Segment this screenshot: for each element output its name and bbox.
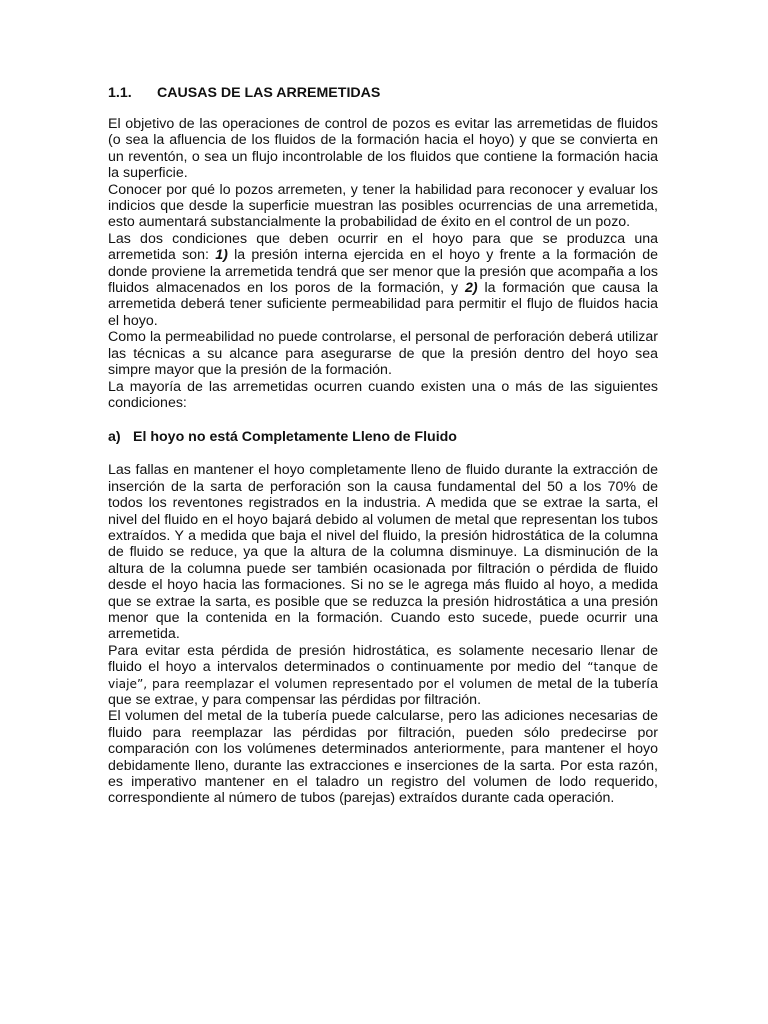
condition-marker-1: 1) bbox=[215, 247, 228, 264]
paragraph-mayoria: La mayoría de las arremetidas ocurren cuando existen una o más de las siguientes condiciones: bbox=[108, 378, 658, 411]
section-heading bbox=[108, 84, 658, 102]
condition-marker-2: 2) bbox=[465, 280, 478, 297]
paragraph-evitar-part-b: “tanque de viaje”, para reemplazar el volumen representado por el volumen de bbox=[108, 660, 658, 691]
paragraph-volumen-metal: El volumen del metal de la tubería puede calcularse, pero las adiciones necesarias de fluido para reemplazar las pérdidas por filtración, pueden sólo predecirse por comparación con los volúmenes determinados anteriormente, para mantener el hoyo debidamente lleno, durante las extracciones e inserciones de la sarta. Por esta razón, es imperativo mantener en el taladro un registro del volumen de lodo requerido, correspondiente al número de tubos (parejas) extraídos durante cada operación. bbox=[108, 708, 658, 807]
paragraph-evitar-part-a: Para evitar esta pérdida de presión hidrostática, es solamente necesario llenar de fluido el hoyo a intervalos determinados o continuamente por medio del bbox=[108, 642, 658, 676]
document-page bbox=[108, 84, 658, 807]
paragraph-condiciones-part-b: la presión interna ejercida en el hoyo y frente a la formación de donde proviene la arremetida tendrá que ser menor que la presión que acompaña a los fluidos almacenados en los poros de la formación, y bbox=[108, 247, 658, 297]
subsection-title: El hoyo no está Completamente Lleno de Fluido bbox=[133, 429, 457, 446]
paragraph-indicios: Conocer por qué lo pozos arremeten, y tener la habilidad para reconocer y evaluar los indicios que desde la superficie muestran las posibles ocurrencias de una arremetida, esto aumentará substancialmente la probabilidad de éxito en el control de un pozo. bbox=[108, 181, 658, 231]
section-title: CAUSAS DE LAS ARREMETIDAS bbox=[157, 85, 381, 101]
paragraph-condiciones bbox=[108, 231, 658, 329]
subsection-label: a) bbox=[108, 429, 121, 446]
paragraph-condiciones-part-c: la formación que causa la arremetida deberá tener suficiente permeabilidad para permitir el flujo de fluidos hacia el hoyo. bbox=[108, 280, 658, 329]
paragraph-permeabilidad: Como la permeabilidad no puede controlarse, el personal de perforación deberá utilizar las técnicas a su alcance para asegurarse de que la presión dentro del hoyo sea simpre mayor que la presión de la formación. bbox=[108, 329, 658, 379]
section-number: 1.1. bbox=[108, 85, 132, 101]
paragraph-condiciones-part-a: Las dos condiciones que deben ocurrir en el hoyo para que se produzca una arremetida son: bbox=[108, 230, 658, 264]
paragraph-evitar-perdida bbox=[108, 643, 658, 709]
paragraph-evitar-part-c: metal de la tubería que se extrae, y para compensar las pérdidas por filtración. bbox=[108, 675, 659, 708]
paragraph-fallas: Las fallas en mantener el hoyo completamente lleno de fluido durante la extracción de inserción de la sarta de perforación son la causa fundamental del 50 a los 70% de todos los reventones registrados en la industria. A medida que se extrae la sarta, el nivel del fluido en el hoyo bajará debido al volumen de metal que representan los tubos extraídos. Y a medida que baja el nivel del fluido, la presión hidrostática de la columna de fluido se reduce, ya que la altura de la columna disminuye. La disminución de la altura de la columna puede ser también ocasionada por filtración o pérdida de fluido desde el hoyo hacia las formaciones. Si no se le agrega más fluido al hoyo, a medida que se extrae la sarta, es posible que se reduzca la presión hidrostática a una presión menor que la contenida en la formación. Cuando esto sucede, puede ocurrir una arremetida. bbox=[108, 462, 658, 643]
paragraph-objective: El objetivo de las operaciones de control de pozos es evitar las arremetidas de fluidos (o sea la afluencia de los fluidos de la formación hacia el hoyo) y que se convierta en un reventón, o sea un flujo incontrolable de los fluidos que contiene la formación hacia la superficie. bbox=[108, 116, 658, 182]
subsection-heading bbox=[108, 428, 658, 446]
